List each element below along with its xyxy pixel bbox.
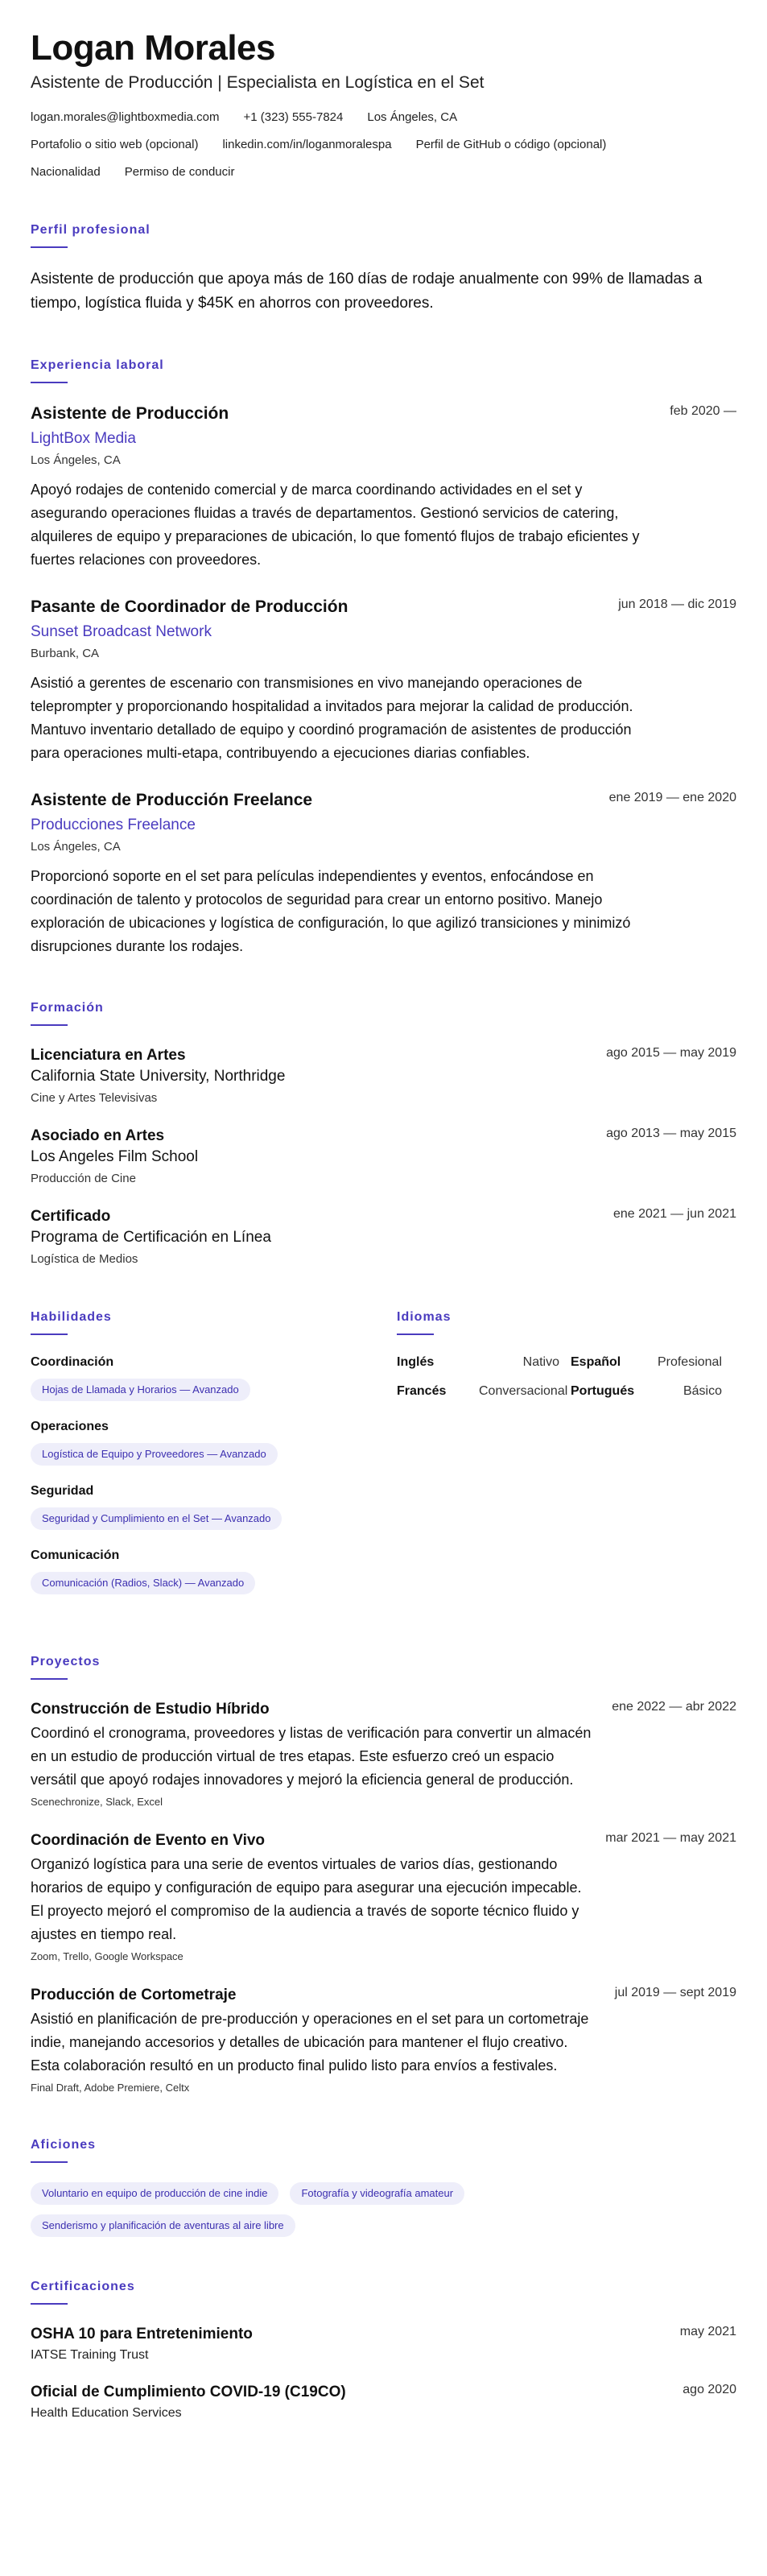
section-divider [31, 246, 68, 248]
job-entry [31, 403, 736, 572]
section-heading: Habilidades [31, 1310, 112, 1324]
language-name: Inglés [397, 1355, 435, 1369]
job-description: Proporcionó soporte en el set para películas independientes y eventos, enfocándose en coordinación de talento y protocolos de seguridad para crear un entorno positivo. Manejo exploración de ubicaciones y logística de configuración, lo que agilizó transiciones y minimizó disrupciones durante los rodajes. [31, 868, 631, 954]
phone-link[interactable]: +1 (323) 555-7824 [243, 110, 344, 124]
education-degree: Licenciatura en Artes [31, 1047, 186, 1064]
candidate-name: Logan Morales [31, 28, 275, 68]
section-divider [31, 2303, 68, 2305]
contact-row [31, 137, 736, 153]
education-field: Producción de Cine [31, 1172, 136, 1185]
section-divider [31, 382, 68, 383]
projects-section [31, 1654, 736, 2095]
skill-chip: Seguridad y Cumplimiento en el Set — Avanzado [31, 1507, 282, 1530]
section-divider [31, 1333, 68, 1335]
section-divider [31, 2161, 68, 2163]
candidate-title: Asistente de Producción | Especialista en Logística en el Set [31, 73, 485, 92]
skill-group [31, 1419, 397, 1466]
skill-category: Seguridad [31, 1484, 94, 1498]
skill-group [31, 1483, 397, 1530]
languages-section [397, 1309, 736, 1612]
email-link[interactable]: logan.morales@lightboxmedia.com [31, 110, 220, 124]
certification-issuer: Health Education Services [31, 2406, 182, 2420]
skill-chip: Logística de Equipo y Proveedores — Avanzado [31, 1443, 278, 1466]
job-title: Asistente de Producción [31, 404, 229, 423]
project-tools: Zoom, Trello, Google Workspace [31, 1950, 184, 1962]
job-dates: feb 2020 — [670, 404, 736, 418]
hobby-chip: Senderismo y planificación de aventuras al aire libre [31, 2214, 295, 2237]
hobby-chip: Fotografía y videografía amateur [290, 2182, 464, 2205]
section-heading: Formación [31, 1001, 104, 1015]
skill-category: Comunicación [31, 1548, 120, 1562]
education-school: Programa de Certificación en Línea [31, 1229, 271, 1246]
job-title: Pasante de Coordinador de Producción [31, 597, 348, 616]
certification-name: OSHA 10 para Entretenimiento [31, 2326, 253, 2342]
language-level: Básico [682, 1384, 722, 1398]
project-entry [31, 1830, 736, 1964]
education-dates: ene 2021 — jun 2021 [612, 1207, 736, 1221]
project-entry [31, 1985, 736, 2095]
language-name: Francés [397, 1384, 447, 1398]
contact-row [31, 110, 736, 126]
language-level: Conversacional [479, 1384, 568, 1398]
project-entry [31, 1699, 736, 1809]
skills-section [31, 1309, 397, 1612]
section-heading: Perfil profesional [31, 223, 151, 237]
project-description: Organizó logística para una serie de eventos virtuales de varios días, gestionando horarios de equipo y configuración de equipo para asegurar una ejecución impecable. El proyecto mejoró el compromiso de la audiencia a través de soporte técnico fluido y ajustes en tiempo real. [31, 1856, 582, 1942]
languages-grid [397, 1354, 736, 1400]
education-school: Los Angeles Film School [31, 1148, 199, 1165]
certification-issuer: IATSE Training Trust [31, 2348, 149, 2362]
project-description: Coordinó el cronograma, proveedores y listas de verificación para convertir un almacén en un estudio de producción virtual de tres etapas. Este esfuerzo creó un espacio versátil que apoyó rodajes innovadores y mejoró la eficiencia general de producción. [31, 1725, 592, 1788]
experience-section [31, 358, 736, 958]
skill-group [31, 1354, 397, 1401]
hobbies-section [31, 2137, 736, 2237]
hobbies-list [31, 2182, 594, 2237]
job-title: Asistente de Producción Freelance [31, 791, 313, 809]
job-company[interactable]: LightBox Media [31, 430, 136, 447]
job-location: Burbank, CA [31, 647, 100, 660]
project-title: Construcción de Estudio Híbrido [31, 1701, 270, 1718]
education-entry [31, 1126, 736, 1187]
hobby-chip: Voluntario en equipo de producción de cine indie [31, 2182, 278, 2205]
certification-name: Oficial de Cumplimiento COVID-19 (C19CO) [31, 2384, 346, 2400]
job-dates: jun 2018 — dic 2019 [618, 597, 736, 611]
section-divider [31, 1024, 68, 1026]
contact-row [31, 164, 736, 180]
skills-languages-row [31, 1309, 736, 1612]
job-description: Apoyó rodajes de contenido comercial y de marca coordinando actividades en el set y asegurando operaciones fluidas a través de departamentos. Gestionó servicios de catering, alquileres de equipo y preparaciones de ubicación, lo que fomentó flujos de trabajo eficientes y fuertes relaciones con proveedores. [31, 482, 640, 568]
project-dates: jul 2019 — sept 2019 [614, 1986, 736, 1999]
language-level: Nativo [522, 1355, 559, 1369]
project-title: Producción de Cortometraje [31, 1987, 237, 2003]
skill-chip: Comunicación (Radios, Slack) — Avanzado [31, 1572, 255, 1594]
job-location: Los Ángeles, CA [31, 453, 121, 467]
project-title: Coordinación de Evento en Vivo [31, 1832, 266, 1849]
github-link[interactable]: Perfil de GitHub o código (opcional) [415, 138, 607, 151]
education-dates: ago 2013 — may 2015 [606, 1127, 736, 1140]
certification-date: may 2021 [679, 2325, 736, 2338]
project-dates: mar 2021 — may 2021 [605, 1831, 736, 1845]
education-section [31, 1000, 736, 1267]
project-description: Asistió en planificación de pre-producción y operaciones en el set para un cortometraje indie, manejando accesorios y detalles de ubicación para mantener el flujo creativo. Esta colaboración resultó en un producto final pulido listo para envíos a festivales. [31, 2011, 589, 2074]
location-text: Los Ángeles, CA [367, 110, 458, 124]
skill-category: Coordinación [31, 1355, 114, 1369]
profile-section [31, 222, 736, 316]
section-divider [31, 1678, 68, 1680]
section-heading: Idiomas [397, 1310, 452, 1324]
section-heading: Experiencia laboral [31, 358, 164, 372]
education-school: California State University, Northridge [31, 1068, 286, 1085]
section-heading: Certificaciones [31, 2280, 135, 2293]
nationality-text: Nacionalidad [31, 165, 101, 179]
section-divider [397, 1333, 434, 1335]
certifications-section [31, 2279, 736, 2422]
education-dates: ago 2015 — may 2019 [606, 1046, 736, 1060]
job-entry [31, 596, 736, 765]
education-degree: Asociado en Artes [31, 1127, 165, 1144]
profile-summary: Asistente de producción que apoya más de 160 días de rodaje anualmente con 99% de llamadas a tiempo, logística fluida y $45K en ahorros con proveedores. [31, 271, 703, 312]
driving-license-text: Permiso de conducir [124, 165, 235, 179]
project-tools: Scenechronize, Slack, Excel [31, 1796, 163, 1808]
education-field: Logística de Medios [31, 1252, 138, 1266]
certification-entry [31, 2324, 736, 2364]
project-dates: ene 2022 — abr 2022 [612, 1700, 736, 1714]
linkedin-link[interactable]: linkedin.com/in/loganmoralespa [222, 138, 392, 151]
section-heading: Aficiones [31, 2138, 97, 2152]
language-level: Profesional [657, 1355, 722, 1369]
language-name: Portugués [571, 1384, 635, 1398]
resume-header [31, 27, 736, 180]
education-degree: Certificado [31, 1208, 111, 1225]
education-entry [31, 1206, 736, 1267]
job-company[interactable]: Producciones Freelance [31, 817, 196, 833]
project-tools: Final Draft, Adobe Premiere, Celtx [31, 2082, 190, 2094]
job-description: Asistió a gerentes de escenario con transmisiones en vivo manejando operaciones de teleprompter y proporcionando hospitalidad a invitados para mejorar la calidad de producción. Mantuvo inventario detallado de equipo y coordinó programación de asistentes de producción para operaciones multi-etapa, contribuyendo a ejecuciones diarias confiables. [31, 675, 633, 761]
job-location: Los Ángeles, CA [31, 840, 121, 854]
education-entry [31, 1045, 736, 1106]
skill-group [31, 1548, 397, 1594]
job-entry [31, 789, 736, 958]
education-field: Cine y Artes Televisivas [31, 1091, 158, 1105]
certification-entry [31, 2382, 736, 2422]
section-heading: Proyectos [31, 1655, 101, 1668]
job-dates: ene 2019 — ene 2020 [608, 791, 736, 804]
skill-category: Operaciones [31, 1420, 109, 1433]
portfolio-link[interactable]: Portafolio o sitio web (opcional) [31, 138, 199, 151]
skill-chip: Hojas de Llamada y Horarios — Avanzado [31, 1379, 250, 1401]
language-name: Español [571, 1355, 621, 1369]
job-company[interactable]: Sunset Broadcast Network [31, 623, 212, 640]
contact-info [31, 110, 736, 180]
certification-date: ago 2020 [682, 2383, 736, 2396]
